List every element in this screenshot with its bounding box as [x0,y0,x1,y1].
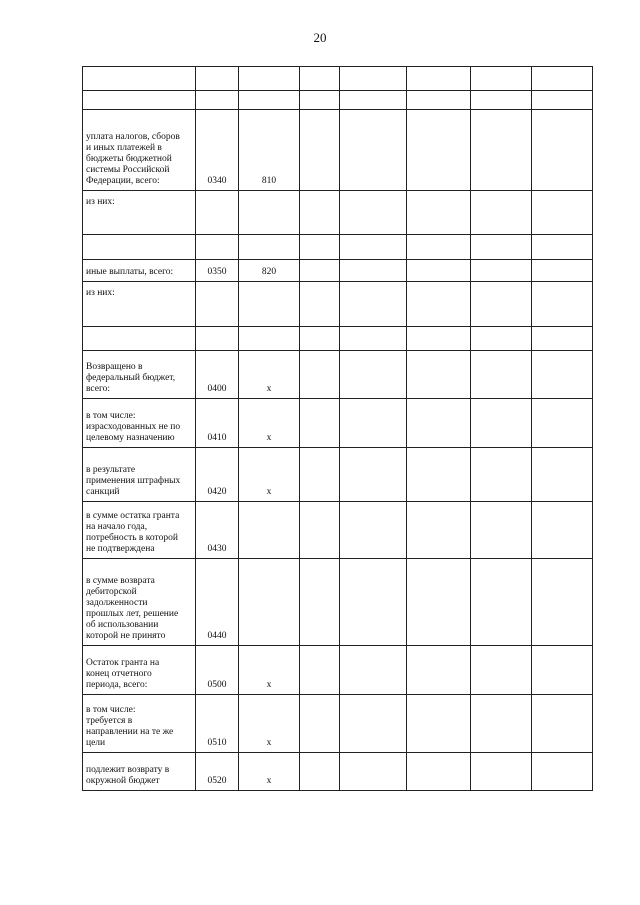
row-label [83,448,196,502]
empty-cell [407,695,471,753]
row-label [83,260,196,282]
empty-cell [407,559,471,646]
table-row [83,646,593,695]
row-code [196,191,239,235]
table-row [83,282,593,327]
empty-cell [407,260,471,282]
row-label-line: в том числе: [86,411,136,421]
row-code: 0350 [196,260,239,282]
table-row [83,260,593,282]
row-label-line: в сумме остатка гранта [86,511,180,521]
table-row [83,399,593,448]
empty-cell [471,327,532,351]
empty-cell [340,399,407,448]
row-label-line: и иных платежей в [86,143,162,153]
row-label-line: израсходованных не по [86,422,181,432]
table-row [83,235,593,260]
empty-cell [340,646,407,695]
row-label-line: направлении на те же [86,727,174,737]
empty-cell [532,327,593,351]
row-code: 0410 [196,399,239,448]
row-code [196,67,239,91]
row-label-line: системы Российской [86,165,170,175]
row-label [83,191,196,235]
row-code: 0340 [196,110,239,191]
row-code: 0500 [196,646,239,695]
row-label-line: из них: [86,288,115,298]
row-label-line: дебиторской [86,587,137,597]
row-label-line: применения штрафных [86,476,181,486]
row-label-line: федеральный бюджет, [86,373,176,383]
empty-cell [471,67,532,91]
table-row [83,448,593,502]
empty-cell [407,235,471,260]
row-label-line: в том числе: [86,705,136,715]
row-label-line: в сумме возврата [86,576,155,586]
row-label-line: окружной бюджет [86,776,160,786]
row-label-line: потребность в которой [86,533,178,543]
report-table [82,66,593,791]
row-label [83,502,196,559]
empty-cell [300,191,340,235]
empty-cell [300,110,340,191]
table-row [83,67,593,91]
row-label [83,695,196,753]
row-label-line: Возвращено в [86,362,143,372]
row-label-line: иные выплаты, всего: [86,267,174,277]
empty-cell [300,91,340,110]
row-label-line: прошлых лет, решение [86,609,179,619]
empty-cell [300,235,340,260]
empty-cell [407,327,471,351]
row-label-line: уплата налогов, сборов [86,132,180,142]
row-kosgu [239,91,300,110]
empty-cell [532,351,593,399]
empty-cell [300,753,340,791]
row-label-line: не подтверждена [86,544,155,554]
empty-cell [471,753,532,791]
row-kosgu: x [239,448,300,502]
row-kosgu [239,235,300,260]
row-label-line: которой не принято [86,631,166,641]
empty-cell [340,351,407,399]
empty-cell [300,559,340,646]
row-kosgu [239,191,300,235]
empty-cell [471,282,532,327]
row-label-line: Остаток гранта на [86,658,160,668]
row-kosgu [239,327,300,351]
empty-cell [471,559,532,646]
row-label [83,399,196,448]
row-code [196,91,239,110]
empty-cell [532,695,593,753]
row-kosgu: 820 [239,260,300,282]
empty-cell [532,91,593,110]
empty-cell [340,91,407,110]
table-row [83,351,593,399]
empty-cell [300,327,340,351]
empty-cell [407,67,471,91]
row-label-line: об использовании [86,620,159,630]
empty-cell [532,282,593,327]
row-code: 0520 [196,753,239,791]
row-label-line: целевому назначению [86,433,175,443]
row-kosgu: 810 [239,110,300,191]
row-kosgu: x [239,646,300,695]
empty-cell [300,695,340,753]
row-kosgu: x [239,399,300,448]
row-label [83,91,196,110]
row-label [83,646,196,695]
row-kosgu [239,502,300,559]
empty-cell [340,502,407,559]
table-row [83,91,593,110]
empty-cell [300,351,340,399]
row-kosgu [239,67,300,91]
empty-cell [471,91,532,110]
empty-cell [407,91,471,110]
row-label-line: на начало года, [86,522,148,532]
row-code [196,282,239,327]
empty-cell [407,448,471,502]
table-row [83,327,593,351]
row-label-line: Федерации, всего: [86,176,160,186]
row-label-line: бюджеты бюджетной [86,154,172,164]
empty-cell [300,260,340,282]
row-label-line: всего: [86,384,111,394]
row-label-line: из них: [86,197,115,207]
empty-cell [340,753,407,791]
row-kosgu [239,559,300,646]
empty-cell [532,191,593,235]
empty-cell [340,235,407,260]
empty-cell [471,399,532,448]
row-label [83,351,196,399]
table-row [83,502,593,559]
row-label-line: конец отчетного [86,669,152,679]
empty-cell [340,448,407,502]
row-label [83,282,196,327]
table-row [83,753,593,791]
empty-cell [407,191,471,235]
row-label [83,235,196,260]
row-label-line: в результате [86,465,136,475]
empty-cell [471,260,532,282]
page-number: 20 [313,30,327,45]
empty-cell [300,282,340,327]
empty-cell [532,110,593,191]
row-label [83,67,196,91]
empty-cell [340,260,407,282]
empty-cell [471,110,532,191]
empty-cell [532,502,593,559]
row-label-line: подлежит возврату в [86,765,170,775]
empty-cell [300,448,340,502]
empty-cell [532,646,593,695]
empty-cell [532,235,593,260]
empty-cell [471,695,532,753]
empty-cell [407,753,471,791]
empty-cell [340,559,407,646]
row-label [83,327,196,351]
row-code: 0430 [196,502,239,559]
empty-cell [340,282,407,327]
empty-cell [340,110,407,191]
row-code: 0510 [196,695,239,753]
row-code: 0440 [196,559,239,646]
empty-cell [300,646,340,695]
empty-cell [300,67,340,91]
row-label-line: цели [86,738,106,748]
empty-cell [407,399,471,448]
empty-cell [471,351,532,399]
empty-cell [407,110,471,191]
empty-cell [340,695,407,753]
empty-cell [300,502,340,559]
row-label-line: периода, всего: [86,680,148,690]
row-label [83,753,196,791]
empty-cell [532,67,593,91]
empty-cell [471,646,532,695]
row-code [196,235,239,260]
empty-cell [407,282,471,327]
empty-cell [532,260,593,282]
row-code [196,327,239,351]
table-row [83,559,593,646]
empty-cell [532,559,593,646]
empty-cell [407,351,471,399]
empty-cell [532,753,593,791]
row-label-line: требуется в [86,716,133,726]
empty-cell [300,399,340,448]
row-label [83,559,196,646]
table-row [83,191,593,235]
row-code: 0420 [196,448,239,502]
empty-cell [471,502,532,559]
empty-cell [407,502,471,559]
empty-cell [340,191,407,235]
empty-cell [471,235,532,260]
report-table-body [83,67,593,791]
row-kosgu: x [239,753,300,791]
row-code: 0400 [196,351,239,399]
row-kosgu: x [239,695,300,753]
empty-cell [407,646,471,695]
row-label [83,110,196,191]
empty-cell [471,191,532,235]
row-kosgu: x [239,351,300,399]
empty-cell [471,448,532,502]
empty-cell [532,399,593,448]
row-label-line: санкций [86,487,120,497]
empty-cell [340,67,407,91]
empty-cell [532,448,593,502]
table-row [83,695,593,753]
table-row [83,110,593,191]
row-kosgu [239,282,300,327]
row-label-line: задолженности [86,598,148,608]
empty-cell [340,327,407,351]
